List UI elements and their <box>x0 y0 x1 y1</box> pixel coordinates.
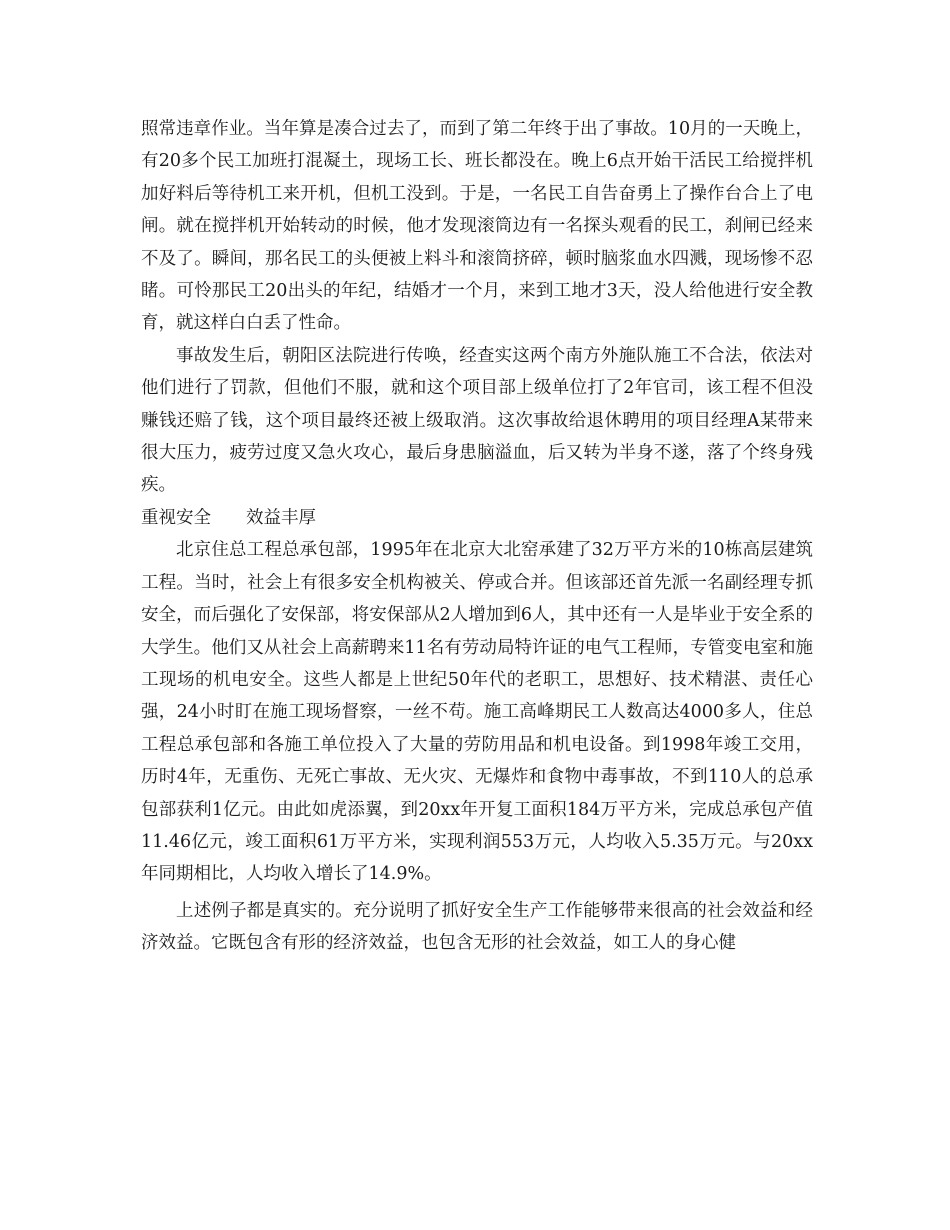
section-heading: 重视安全 效益丰厚 <box>141 507 316 528</box>
paragraph-accident-story: 照常违章作业。当年算是凑合过去了，而到了第二年终于出了事故。10月的一天晚上，有20多个民工加班打混凝土，现场工长、班长都没在。晚上6点开始干活民工给搅拌机加好料后等待机工来开机，但机工没到。于是，一名民工自告奋勇上了操作台合上了电闸。就在搅拌机开始转动的时候，他才发现滚筒边有一名探头观看的民工，刹闸已经来不及了。瞬间，那名民工的头便被上料斗和滚筒挤碎，顿时脑浆血水四溅，现场惨不忍睹。可怜那民工20出头的年纪，结婚才一个月，来到工地才3天，没人给他进行安全教育，就这样白白丢了性命。 <box>141 119 813 334</box>
paragraph-conclusion: 上述例子都是真实的。充分说明了抓好安全生产工作能够带来很高的社会效益和经济效益。它既包含有形的经济效益，也包含无形的社会效益，如工人的身心健 <box>141 900 813 954</box>
document-body <box>141 113 813 960</box>
paragraph-court-consequences: 事故发生后，朝阳区法院进行传唤，经查实这两个南方外施队施工不合法，依法对他们进行了罚款，但他们不服，就和这个项目部上级单位打了2年官司，该工程不但没赚钱还赔了钱，这个项目最终还被上级取消。这次事故给退休聘用的项目经理A某带来很大压力，疲劳过度又急火攻心，最后身患脑溢血，后又转为半身不遂，落了个终身残疾。 <box>141 345 813 496</box>
paragraph-safety-benefits: 北京住总工程总承包部，1995年在北京大北窑承建了32万平方米的10栋高层建筑工程。当时，社会上有很多安全机构被关、停或合并。但该部还首先派一名副经理专抓安全，而后强化了安保部，将安保部从2人增加到6人，其中还有一人是毕业于安全系的大学生。他们又从社会上高薪聘来11名有劳动局特许证的电气工程师，专管变电室和施工现场的机电安全。这些人都是上世纪50年代的老职工，思想好、技术精湛、责任心强，24小时盯在施工现场督察，一丝不苟。施工高峰期民工人数高达4000多人，住总工程总承包部和各施工单位投入了大量的劳防用品和机电设备。到1998年竣工交用，历时4年，无重伤、无死亡事故、无火灾、无爆炸和食物中毒事故，不到110人的总承包部获利1亿元。由此如虎添翼，到20xx年开复工面积184万平方米，完成总承包产值11.46亿元，竣工面积61万平方米，实现利润553万元，人均收入5.35万元。与20xx年同期相比，人均收入增长了14.9%。 <box>141 540 813 885</box>
